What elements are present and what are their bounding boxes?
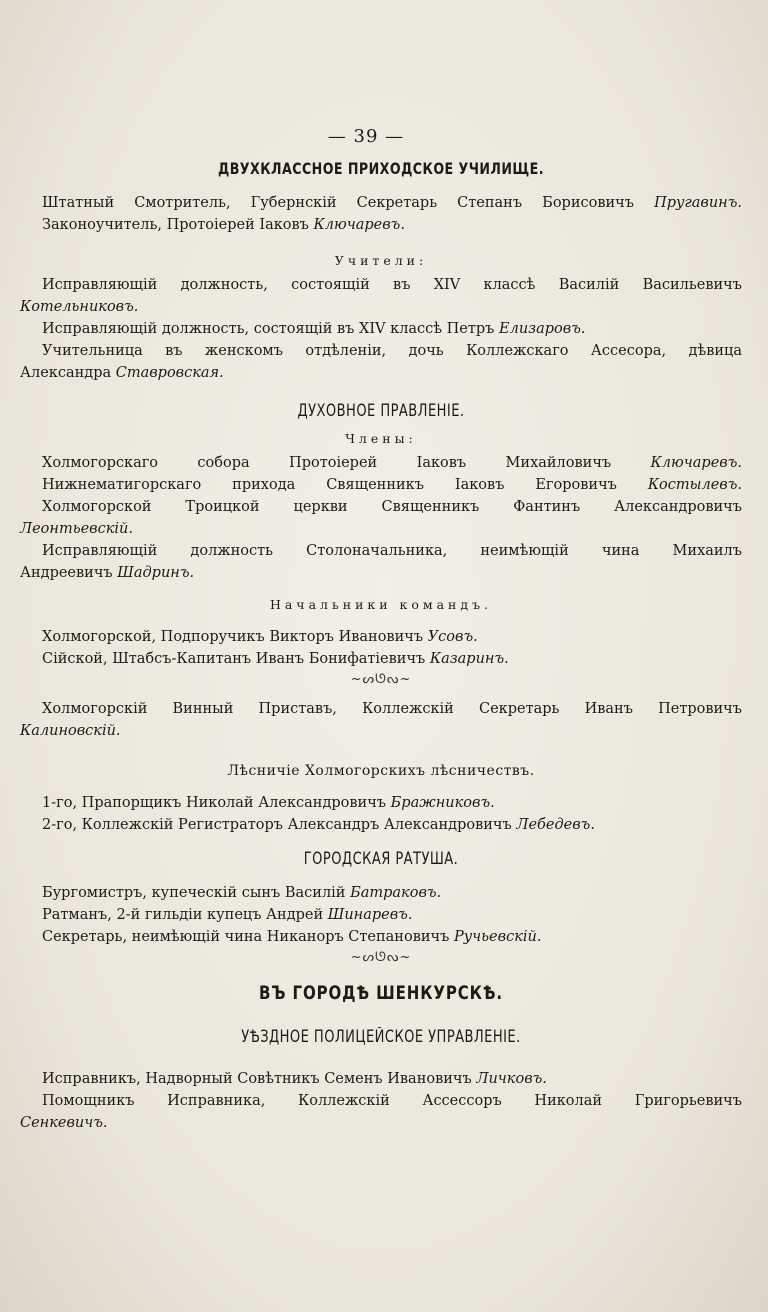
subtitle-commanders: Начальники командъ. xyxy=(269,597,493,612)
section-title-town-hall: ГОРОДСКАЯ РАТУША. xyxy=(303,849,459,868)
member-surname: Леонтьевскій. xyxy=(20,521,133,537)
page-content xyxy=(20,126,742,1134)
member-text: Исправляющій должность Столоначальника, неимѣющій чина Михаилъ xyxy=(42,543,742,559)
wine-officer-surname: Калиновскій. xyxy=(20,723,121,739)
forester-text: 1-го, Прапорщикъ Николай Александровичъ xyxy=(42,795,391,811)
police-surname: Личковъ. xyxy=(476,1071,547,1087)
teacher-line xyxy=(20,318,742,340)
subtitle-foresters: Лѣсничіе Холмогорскихъ лѣсничествъ. xyxy=(227,763,535,779)
commander-text: Холмогорской, Подпоручикъ Викторъ Ивановичъ xyxy=(42,629,428,645)
townhall-line xyxy=(20,926,742,948)
section-title-parish-school: ДВУХКЛАССНОЕ ПРИХОДСКОЕ УЧИЛИЩЕ. xyxy=(217,159,545,178)
teacher-surname: Котельниковъ. xyxy=(20,299,139,315)
townhall-surname: Шинаревъ. xyxy=(327,907,413,923)
forester-line xyxy=(20,814,742,836)
member-text: Нижнематигорскаго прихода Священникъ Іаковъ Егоровичъ xyxy=(42,477,648,493)
member-line-cont xyxy=(20,518,742,540)
teacher-surname: Елизаровъ. xyxy=(499,321,586,337)
teacher-line xyxy=(20,274,742,296)
section-title-police: УѢЗДНОЕ ПОЛИЦЕЙСКОЕ УПРАВЛЕНІЕ. xyxy=(241,1027,521,1046)
member-text: Холмогорской Троицкой церкви Священникъ Фантинъ Александровичъ xyxy=(42,499,742,515)
townhall-text: Бургомистръ, купеческій сынъ Василій xyxy=(42,885,351,901)
member-text: Холмогорскаго собора Протоіерей Іаковъ Михайловичъ xyxy=(42,455,651,471)
page-number: — 39 — xyxy=(327,126,405,147)
member-line xyxy=(20,540,742,562)
member-line xyxy=(20,452,742,474)
teacher-line-cont xyxy=(20,296,742,318)
teacher-text: Учительница въ женскомъ отдѣленіи, дочь Коллежскаго Ассесора, дѣвица xyxy=(42,343,742,359)
member-line xyxy=(20,496,742,518)
commander-surname: Казаринъ. xyxy=(429,651,509,667)
townhall-line xyxy=(20,882,742,904)
townhall-text: Ратманъ, 2-й гильдіи купецъ Андрей xyxy=(42,907,328,923)
forester-text: 2-го, Коллежскій Регистраторъ Александръ Александровичъ xyxy=(42,817,517,833)
member-surname: Костылевъ. xyxy=(647,477,742,493)
commander-line xyxy=(20,626,742,648)
staff-line xyxy=(20,214,742,236)
member-text: Андреевичъ xyxy=(20,565,118,581)
member-line xyxy=(20,474,742,496)
staff-surname: Пругавинъ. xyxy=(654,195,742,211)
staff-line xyxy=(20,192,742,214)
townhall-surname: Ручьевскій. xyxy=(453,929,542,945)
teacher-line xyxy=(20,340,742,362)
teacher-text: Александра xyxy=(20,365,116,381)
wine-officer-text: Холмогорскій Винный Приставъ, Коллежскій Секретарь Иванъ Петровичъ xyxy=(42,701,742,717)
ornament-divider: ~ᔕᘎᔓ~ xyxy=(350,950,412,965)
police-text: Исправникъ, Надворный Совѣтникъ Семенъ Ивановичъ xyxy=(42,1071,477,1087)
commander-surname: Усовъ. xyxy=(427,629,478,645)
forester-line xyxy=(20,792,742,814)
teacher-text: Исправляющій должность, состоящій въ XIV классѣ Петръ xyxy=(42,321,500,337)
member-surname: Шадринъ. xyxy=(117,565,195,581)
section-title-spiritual-board: ДУХОВНОЕ ПРАВЛЕНІЕ. xyxy=(297,401,465,420)
subtitle-members: Члены: xyxy=(345,431,417,446)
police-text: Помощникъ Исправника, Коллежскій Ассессоръ Николай Григорьевичъ xyxy=(42,1093,742,1109)
staff-surname: Ключаревъ. xyxy=(313,217,405,233)
subtitle-teachers: Учители: xyxy=(334,253,428,268)
townhall-line xyxy=(20,904,742,926)
wine-officer-line xyxy=(20,698,742,720)
police-line xyxy=(20,1068,742,1090)
police-line-cont xyxy=(20,1112,742,1134)
forester-surname: Бражниковъ. xyxy=(390,795,495,811)
section-title-shenkursk: ВЪ ГОРОДѢ ШЕНКУРСКѢ. xyxy=(259,982,503,1004)
commander-text: Сійской, Штабсъ-Капитанъ Иванъ Бонифатіевичъ xyxy=(42,651,430,667)
forester-surname: Лебедевъ. xyxy=(516,817,595,833)
townhall-text: Секретарь, неимѣющій чина Никаноръ Степановичъ xyxy=(42,929,454,945)
teacher-line-cont xyxy=(20,362,742,384)
staff-text: Штатный Смотритель, Губернскій Секретарь Степанъ Борисовичъ xyxy=(42,195,655,211)
police-line xyxy=(20,1090,742,1112)
teacher-text: Исправляющій должность, состоящій въ XIV классѣ Василій Васильевичъ xyxy=(42,277,742,293)
townhall-surname: Батраковъ. xyxy=(350,885,442,901)
member-surname: Ключаревъ. xyxy=(650,455,742,471)
ornament-divider: ~ᔕᘎᔓ~ xyxy=(350,672,412,687)
wine-officer-line-cont xyxy=(20,720,742,742)
teacher-surname: Ставровская. xyxy=(115,365,224,381)
staff-text: Законоучитель, Протоіерей Іаковъ xyxy=(42,217,314,233)
police-surname: Сенкевичъ. xyxy=(20,1115,108,1131)
member-line-cont xyxy=(20,562,742,584)
commander-line xyxy=(20,648,742,670)
